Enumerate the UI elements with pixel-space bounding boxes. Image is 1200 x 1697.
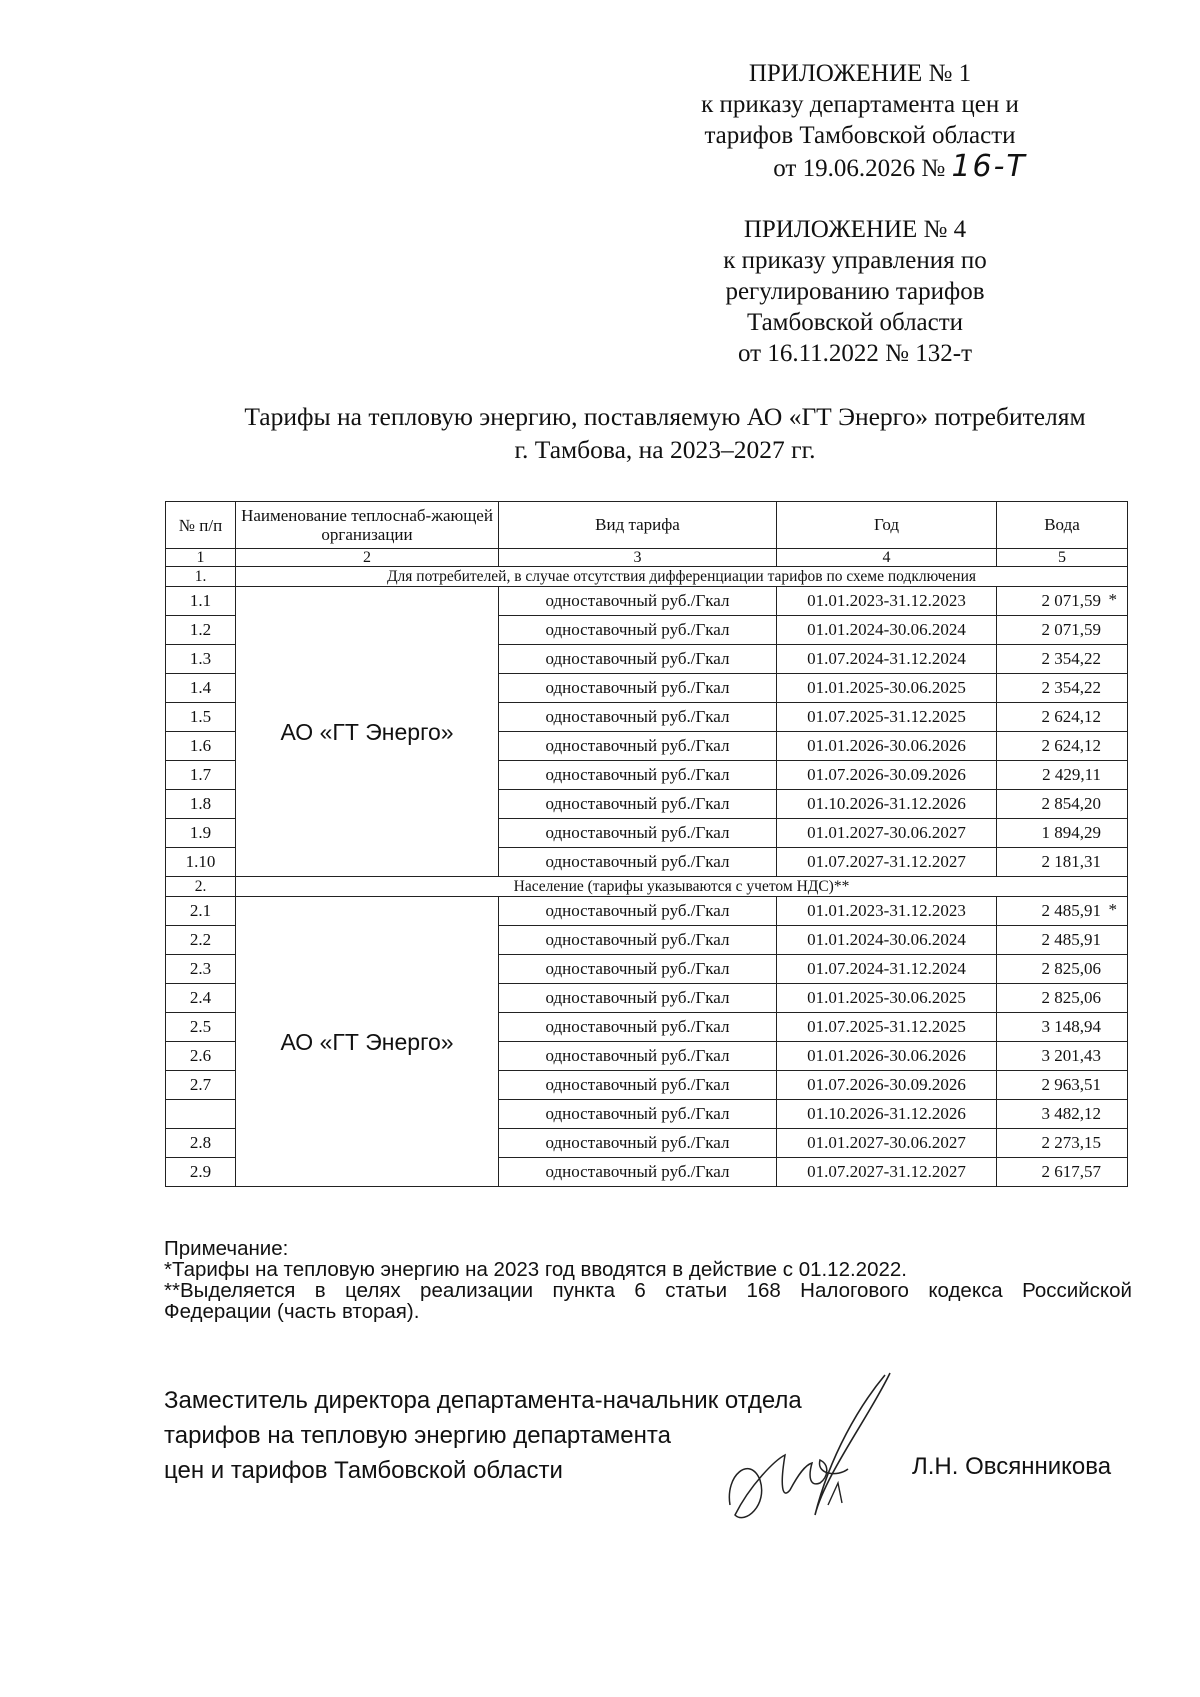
tariff-period: 01.01.2027-30.06.2027 xyxy=(777,1129,997,1158)
tariff-value: 2 181,31 xyxy=(1041,852,1101,871)
row-number: 1.3 xyxy=(166,645,236,674)
tariff-value-cell xyxy=(997,761,1128,790)
appendix-1-line3: тарифов Тамбовской области xyxy=(704,122,1016,149)
signer-line-1: Заместитель директора департамента-начальник отдела xyxy=(164,1387,802,1414)
row-number: 2.7 xyxy=(166,1071,236,1100)
tariff-value: 2 624,12 xyxy=(1041,707,1101,726)
tariff-type: одноставочный руб./Гкал xyxy=(499,1042,777,1071)
signer-position xyxy=(164,1383,802,1488)
tariff-type: одноставочный руб./Гкал xyxy=(499,1071,777,1100)
tariff-period: 01.07.2027-31.12.2027 xyxy=(777,848,997,877)
section-heading-row xyxy=(166,567,1128,587)
footnote-mark: * xyxy=(1108,900,1117,919)
tariff-type: одноставочный руб./Гкал xyxy=(499,674,777,703)
header-water: Вода xyxy=(997,502,1128,549)
tariff-value-cell xyxy=(997,703,1128,732)
row-number: 1.7 xyxy=(166,761,236,790)
row-number: 2.6 xyxy=(166,1042,236,1071)
table-header-row xyxy=(166,502,1128,549)
section-number: 1. xyxy=(166,567,236,587)
tariff-value-cell xyxy=(997,1071,1128,1100)
table-row xyxy=(166,587,1128,616)
row-number: 1.5 xyxy=(166,703,236,732)
appendix-4-line5: от 16.11.2022 № 132-т xyxy=(737,340,973,367)
tariff-period: 01.01.2026-30.06.2026 xyxy=(777,1042,997,1071)
tariff-type: одноставочный руб./Гкал xyxy=(499,732,777,761)
section-1 xyxy=(166,567,1128,877)
tariff-type: одноставочный руб./Гкал xyxy=(499,926,777,955)
handwritten-signature xyxy=(720,1365,910,1535)
tariff-value: 2 354,22 xyxy=(1041,678,1101,697)
tariff-value-cell xyxy=(997,587,1128,616)
appendix-4-header xyxy=(640,214,1070,369)
tariff-value: 2 854,20 xyxy=(1041,794,1101,813)
tariff-value-cell xyxy=(997,984,1128,1013)
tariff-value: 2 071,59 xyxy=(1041,591,1101,610)
tariff-value: 3 482,12 xyxy=(1041,1104,1101,1123)
tariff-value: 2 485,91 xyxy=(1041,930,1101,949)
column-number-row xyxy=(166,549,1128,567)
tariff-value: 2 617,57 xyxy=(1041,1162,1101,1181)
tariff-value: 1 894,29 xyxy=(1041,823,1101,842)
tariff-value: 3 201,43 xyxy=(1041,1046,1101,1065)
tariff-value: 2 273,15 xyxy=(1041,1133,1101,1152)
tariff-value: 2 963,51 xyxy=(1041,1075,1101,1094)
tariff-value-cell xyxy=(997,955,1128,984)
signer-line-3: цен и тарифов Тамбовской области xyxy=(164,1457,563,1484)
appendix-4-line3: регулированию тарифов xyxy=(725,278,985,305)
row-number: 2.3 xyxy=(166,955,236,984)
row-number: 1.4 xyxy=(166,674,236,703)
organization-name: АО «ГТ Энерго» xyxy=(236,897,499,1187)
tariff-type: одноставочный руб./Гкал xyxy=(499,1158,777,1187)
row-number: 2.4 xyxy=(166,984,236,1013)
tariff-value-cell xyxy=(997,1129,1128,1158)
notes-heading: Примечание: xyxy=(164,1237,289,1260)
tariff-type: одноставочный руб./Гкал xyxy=(499,703,777,732)
note-2-line-2: Федерации (часть вторая). xyxy=(164,1300,420,1323)
tariff-period: 01.01.2024-30.06.2024 xyxy=(777,926,997,955)
note-2-line-1: **Выделяется в целях реализации пункта 6 статьи 168 Налогового кодекса Российской xyxy=(164,1279,1132,1302)
note-1: *Тарифы на тепловую энергию на 2023 год вводятся в действие с 01.12.2022. xyxy=(164,1258,907,1281)
appendix-1-header xyxy=(620,58,1100,184)
tariff-value-cell xyxy=(997,848,1128,877)
tariff-value: 2 071,59 xyxy=(1041,620,1101,639)
tariff-period: 01.07.2025-31.12.2025 xyxy=(777,703,997,732)
tariff-type: одноставочный руб./Гкал xyxy=(499,587,777,616)
document-title xyxy=(150,400,1180,466)
title-line-2: г. Тамбова, на 2023–2027 гг. xyxy=(514,435,816,464)
header-tariff-type: Вид тарифа xyxy=(499,502,777,549)
tariff-value-cell xyxy=(997,1158,1128,1187)
tariff-period: 01.07.2027-31.12.2027 xyxy=(777,1158,997,1187)
tariff-type: одноставочный руб./Гкал xyxy=(499,616,777,645)
tariff-type: одноставочный руб./Гкал xyxy=(499,645,777,674)
header-year: Год xyxy=(777,502,997,549)
tariff-value: 2 429,11 xyxy=(1042,765,1101,784)
row-number: 2.1 xyxy=(166,897,236,926)
tariff-table xyxy=(165,501,1128,1187)
signer-line-2: тарифов на тепловую энергию департамента xyxy=(164,1422,671,1449)
appendix-4-line4: Тамбовской области xyxy=(746,309,964,336)
tariff-type: одноставочный руб./Гкал xyxy=(499,790,777,819)
col-number: 4 xyxy=(777,549,997,567)
appendix-4-title: ПРИЛОЖЕНИЕ № 4 xyxy=(743,216,967,243)
row-number: 1.9 xyxy=(166,819,236,848)
appendix-1-date-line xyxy=(620,151,1100,184)
tariff-type: одноставочный руб./Гкал xyxy=(499,819,777,848)
tariff-value: 2 624,12 xyxy=(1041,736,1101,755)
section-2 xyxy=(166,877,1128,1187)
tariff-value-cell xyxy=(997,732,1128,761)
tariff-period: 01.10.2026-31.12.2026 xyxy=(777,790,997,819)
title-line-1: Тарифы на тепловую энергию, поставляемую АО «ГТ Энерго» потребителям xyxy=(244,402,1086,431)
tariff-period: 01.07.2024-31.12.2024 xyxy=(777,645,997,674)
tariff-value-cell xyxy=(997,790,1128,819)
row-number xyxy=(166,1100,236,1129)
tariff-value: 2 485,91 xyxy=(1041,901,1101,920)
tariff-type: одноставочный руб./Гкал xyxy=(499,1129,777,1158)
tariff-period: 01.01.2024-30.06.2024 xyxy=(777,616,997,645)
footnote-mark: * xyxy=(1108,590,1117,609)
row-number: 1.8 xyxy=(166,790,236,819)
tariff-value-cell xyxy=(997,897,1128,926)
tariff-period: 01.01.2023-31.12.2023 xyxy=(777,897,997,926)
signer-name: Л.Н. Овсянникова xyxy=(912,1453,1112,1480)
appendix-1-date: от 19.06.2026 № xyxy=(773,155,946,182)
tariff-value-cell xyxy=(997,674,1128,703)
tariff-value-cell xyxy=(997,645,1128,674)
tariff-value: 2 825,06 xyxy=(1041,988,1101,1007)
col-number: 2 xyxy=(236,549,499,567)
col-number: 5 xyxy=(997,549,1128,567)
tariff-value: 2 825,06 xyxy=(1041,959,1101,978)
row-number: 1.1 xyxy=(166,587,236,616)
tariff-value-cell xyxy=(997,926,1128,955)
section-label: Для потребителей, в случае отсутствия дифференциации тарифов по схеме подключения xyxy=(236,567,1128,587)
col-number: 1 xyxy=(166,549,236,567)
tariff-type: одноставочный руб./Гкал xyxy=(499,955,777,984)
handwritten-order-number: 16-Т xyxy=(951,149,1027,184)
tariff-type: одноставочный руб./Гкал xyxy=(499,1100,777,1129)
tariff-value-cell xyxy=(997,1100,1128,1129)
appendix-1-line2: к приказу департамента цен и xyxy=(701,91,1019,118)
notes xyxy=(164,1238,1132,1322)
tariff-period: 01.07.2025-31.12.2025 xyxy=(777,1013,997,1042)
tariff-value-cell xyxy=(997,616,1128,645)
tariff-period: 01.07.2026-30.09.2026 xyxy=(777,761,997,790)
tariff-value: 2 354,22 xyxy=(1041,649,1101,668)
row-number: 2.8 xyxy=(166,1129,236,1158)
tariff-value-cell xyxy=(997,1013,1128,1042)
appendix-1-title: ПРИЛОЖЕНИЕ № 1 xyxy=(748,60,972,87)
tariff-type: одноставочный руб./Гкал xyxy=(499,897,777,926)
tariff-value: 3 148,94 xyxy=(1041,1017,1101,1036)
section-label: Население (тарифы указываются с учетом НДС)** xyxy=(236,877,1128,897)
tariff-value-cell xyxy=(997,1042,1128,1071)
tariff-period: 01.07.2026-30.09.2026 xyxy=(777,1071,997,1100)
section-number: 2. xyxy=(166,877,236,897)
header-num: № п/п xyxy=(166,502,236,549)
row-number: 1.6 xyxy=(166,732,236,761)
tariff-period: 01.01.2027-30.06.2027 xyxy=(777,819,997,848)
organization-name: АО «ГТ Энерго» xyxy=(236,587,499,877)
tariff-type: одноставочный руб./Гкал xyxy=(499,848,777,877)
row-number: 2.5 xyxy=(166,1013,236,1042)
tariff-period: 01.01.2026-30.06.2026 xyxy=(777,732,997,761)
tariff-type: одноставочный руб./Гкал xyxy=(499,761,777,790)
tariff-type: одноставочный руб./Гкал xyxy=(499,984,777,1013)
tariff-period: 01.01.2023-31.12.2023 xyxy=(777,587,997,616)
tariff-value-cell xyxy=(997,819,1128,848)
row-number: 2.9 xyxy=(166,1158,236,1187)
row-number: 2.2 xyxy=(166,926,236,955)
tariff-period: 01.10.2026-31.12.2026 xyxy=(777,1100,997,1129)
col-number: 3 xyxy=(499,549,777,567)
tariff-type: одноставочный руб./Гкал xyxy=(499,1013,777,1042)
header-org: Наименование теплоснаб-жающей организации xyxy=(236,502,499,549)
tariff-period: 01.07.2024-31.12.2024 xyxy=(777,955,997,984)
row-number: 1.2 xyxy=(166,616,236,645)
tariff-period: 01.01.2025-30.06.2025 xyxy=(777,984,997,1013)
row-number: 1.10 xyxy=(166,848,236,877)
tariff-period: 01.01.2025-30.06.2025 xyxy=(777,674,997,703)
section-heading-row xyxy=(166,877,1128,897)
appendix-4-line2: к приказу управления по xyxy=(723,247,987,274)
table-row xyxy=(166,897,1128,926)
